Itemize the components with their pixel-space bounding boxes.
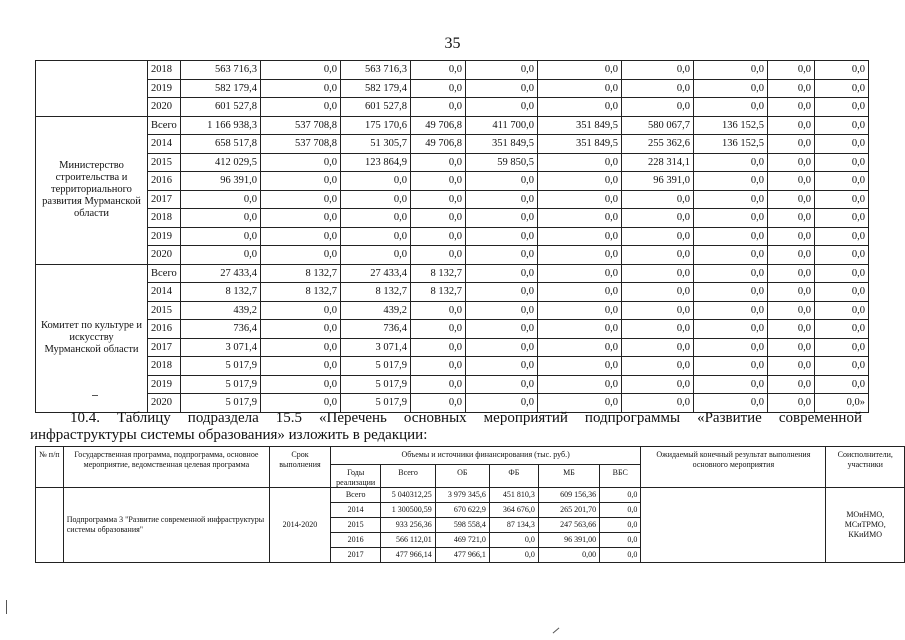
value-cell: 477 966,14 bbox=[381, 548, 435, 563]
value-cell: 0,0 bbox=[411, 301, 466, 320]
year-cell: 2019 bbox=[148, 375, 181, 394]
value-cell: 582 179,4 bbox=[181, 79, 261, 98]
value-cell: 5 017,9 bbox=[341, 357, 411, 376]
value-cell: 0,0 bbox=[622, 190, 694, 209]
value-cell: 175 170,6 bbox=[341, 116, 411, 135]
subprogram-table bbox=[35, 446, 905, 563]
table-row bbox=[36, 79, 869, 98]
scan-mark bbox=[6, 600, 7, 614]
value-cell: 96 391,0 bbox=[622, 172, 694, 191]
value-cell: 51 305,7 bbox=[341, 135, 411, 154]
value-cell: 0,0 bbox=[261, 246, 341, 265]
value-cell: 0,0 bbox=[622, 283, 694, 302]
value-cell: 0,0 bbox=[411, 153, 466, 172]
value-cell: 49 706,8 bbox=[411, 116, 466, 135]
year-cell: 2017 bbox=[148, 338, 181, 357]
value-cell: 601 527,8 bbox=[341, 98, 411, 117]
value-cell: 0,0 bbox=[815, 283, 869, 302]
value-cell: 563 716,3 bbox=[181, 61, 261, 80]
value-cell: 0,0 bbox=[768, 283, 815, 302]
value-cell: 136 152,5 bbox=[694, 116, 768, 135]
value-cell: 658 517,8 bbox=[181, 135, 261, 154]
value-cell: 0,0 bbox=[768, 190, 815, 209]
value-cell: 0,0 bbox=[261, 320, 341, 339]
table-row bbox=[36, 172, 869, 191]
value-cell: 0,0 bbox=[181, 246, 261, 265]
page-number: 35 bbox=[444, 35, 461, 52]
value-cell: 3 979 345,6 bbox=[435, 488, 489, 503]
value-cell: 0,0 bbox=[538, 264, 622, 283]
value-cell: 477 966,1 bbox=[435, 548, 489, 563]
year-cell: 2016 bbox=[330, 533, 381, 548]
value-cell: 0,0 bbox=[694, 375, 768, 394]
value-cell: 0,0 bbox=[815, 375, 869, 394]
value-cell: 566 112,01 bbox=[381, 533, 435, 548]
year-cell: Всего bbox=[148, 264, 181, 283]
term-cell: 2014-2020 bbox=[270, 488, 331, 563]
value-cell: 351 849,5 bbox=[538, 116, 622, 135]
value-cell: 0,0 bbox=[538, 246, 622, 265]
value-cell: 0,0 bbox=[815, 153, 869, 172]
value-cell: 0,0» bbox=[815, 394, 869, 413]
value-cell: 228 314,1 bbox=[622, 153, 694, 172]
value-cell: 0,0 bbox=[411, 375, 466, 394]
value-cell: 0,0 bbox=[768, 153, 815, 172]
value-cell: 582 179,4 bbox=[341, 79, 411, 98]
value-cell: 736,4 bbox=[341, 320, 411, 339]
value-cell: 670 622,9 bbox=[435, 503, 489, 518]
value-cell: 0,0 bbox=[694, 264, 768, 283]
value-cell: 0,0 bbox=[261, 338, 341, 357]
value-cell: 0,0 bbox=[261, 61, 341, 80]
value-cell: 0,0 bbox=[261, 153, 341, 172]
value-cell: 0,0 bbox=[538, 98, 622, 117]
value-cell: 598 558,4 bbox=[435, 518, 489, 533]
value-cell: 0,0 bbox=[694, 338, 768, 357]
value-cell: 0,0 bbox=[768, 375, 815, 394]
value-cell: 0,0 bbox=[622, 375, 694, 394]
value-cell: 0,0 bbox=[622, 320, 694, 339]
table2-header-row-1 bbox=[36, 447, 905, 465]
table-row bbox=[36, 135, 869, 154]
amendment-paragraph bbox=[30, 410, 862, 444]
year-cell: 2017 bbox=[148, 190, 181, 209]
value-cell: 0,0 bbox=[181, 209, 261, 228]
value-cell: 0,0 bbox=[466, 61, 538, 80]
value-cell: 0,0 bbox=[815, 338, 869, 357]
value-cell: 0,0 bbox=[694, 209, 768, 228]
scan-mark bbox=[553, 628, 560, 634]
value-cell: 247 563,66 bbox=[538, 518, 599, 533]
value-cell: 0,0 bbox=[768, 98, 815, 117]
value-cell: 0,0 bbox=[538, 375, 622, 394]
value-cell: 0,0 bbox=[622, 264, 694, 283]
year-cell: 2016 bbox=[148, 320, 181, 339]
value-cell: 0,0 bbox=[411, 227, 466, 246]
value-cell: 0,0 bbox=[815, 301, 869, 320]
value-cell: 0,0 bbox=[341, 190, 411, 209]
paragraph-line-2: инфраструктуры системы образования» изложить в редакции: bbox=[30, 427, 428, 443]
year-cell: 2014 bbox=[148, 135, 181, 154]
value-cell: 601 527,8 bbox=[181, 98, 261, 117]
value-cell: 0,0 bbox=[181, 190, 261, 209]
value-cell: 0,0 bbox=[466, 301, 538, 320]
value-cell: 0,0 bbox=[694, 320, 768, 339]
header-funding: Объемы и источники финансирования (тыс. руб.) bbox=[330, 447, 640, 465]
value-cell: 0,0 bbox=[768, 209, 815, 228]
value-cell: 0,0 bbox=[538, 320, 622, 339]
value-cell: 0,0 bbox=[815, 264, 869, 283]
year-cell: 2015 bbox=[148, 153, 181, 172]
year-cell: 2019 bbox=[148, 227, 181, 246]
value-cell: 0,0 bbox=[181, 227, 261, 246]
value-cell: 0,0 bbox=[538, 338, 622, 357]
value-cell: 0,0 bbox=[622, 209, 694, 228]
year-cell: 2015 bbox=[330, 518, 381, 533]
value-cell: 0,0 bbox=[622, 61, 694, 80]
value-cell: 0,0 bbox=[768, 301, 815, 320]
value-cell: 27 433,4 bbox=[341, 264, 411, 283]
value-cell: 0,0 bbox=[622, 98, 694, 117]
value-cell: 0,0 bbox=[815, 357, 869, 376]
header-num: № п/п bbox=[36, 447, 64, 488]
value-cell: 0,0 bbox=[694, 227, 768, 246]
row-number-cell bbox=[36, 488, 64, 563]
program-name-cell: Подпрограмма 3 "Развитие современной инфраструктуры системы образования" bbox=[63, 488, 269, 563]
value-cell: 537 708,8 bbox=[261, 135, 341, 154]
table-row bbox=[36, 61, 869, 80]
value-cell: 537 708,8 bbox=[261, 116, 341, 135]
value-cell: 0,0 bbox=[815, 116, 869, 135]
year-cell: 2018 bbox=[148, 357, 181, 376]
value-cell: 59 850,5 bbox=[466, 153, 538, 172]
value-cell: 255 362,6 bbox=[622, 135, 694, 154]
table-row bbox=[36, 488, 905, 503]
value-cell: 0,0 bbox=[538, 209, 622, 228]
value-cell: 0,0 bbox=[815, 61, 869, 80]
value-cell: 0,0 bbox=[815, 227, 869, 246]
table-row bbox=[36, 320, 869, 339]
value-cell: 933 256,36 bbox=[381, 518, 435, 533]
value-cell: 5 017,9 bbox=[181, 394, 261, 413]
value-cell: 736,4 bbox=[181, 320, 261, 339]
value-cell: 412 029,5 bbox=[181, 153, 261, 172]
table-row bbox=[36, 153, 869, 172]
executors-cell: МОиНМО, МСиТРМО, ККиИМО bbox=[826, 488, 905, 563]
value-cell: 96 391,00 bbox=[538, 533, 599, 548]
value-cell: 0,0 bbox=[622, 246, 694, 265]
scan-mark bbox=[92, 395, 98, 396]
value-cell: 0,0 bbox=[768, 394, 815, 413]
value-cell: 0,0 bbox=[261, 190, 341, 209]
value-cell: 0,0 bbox=[341, 246, 411, 265]
value-cell: 0,0 bbox=[815, 135, 869, 154]
value-cell: 0,0 bbox=[261, 375, 341, 394]
header-total: Всего bbox=[381, 465, 435, 488]
entity-name-cell: Комитет по культуре и искусству Мурманской области bbox=[36, 264, 148, 412]
value-cell: 0,0 bbox=[489, 548, 538, 563]
value-cell: 351 849,5 bbox=[466, 135, 538, 154]
value-cell: 0,0 bbox=[768, 135, 815, 154]
value-cell: 411 700,0 bbox=[466, 116, 538, 135]
value-cell: 0,0 bbox=[411, 172, 466, 191]
year-cell: Всего bbox=[330, 488, 381, 503]
value-cell: 27 433,4 bbox=[181, 264, 261, 283]
value-cell: 0,0 bbox=[768, 264, 815, 283]
value-cell: 0,0 bbox=[600, 548, 641, 563]
value-cell: 0,0 bbox=[466, 320, 538, 339]
value-cell: 351 849,5 bbox=[538, 135, 622, 154]
value-cell: 87 134,3 bbox=[489, 518, 538, 533]
value-cell: 0,0 bbox=[768, 338, 815, 357]
value-cell: 5 017,9 bbox=[341, 375, 411, 394]
year-cell: 2018 bbox=[148, 209, 181, 228]
header-fb: ФБ bbox=[489, 465, 538, 488]
value-cell: 0,0 bbox=[466, 394, 538, 413]
value-cell: 609 156,36 bbox=[538, 488, 599, 503]
year-cell: 2018 bbox=[148, 61, 181, 80]
value-cell: 49 706,8 bbox=[411, 135, 466, 154]
header-result: Ожидаемый конечный результат выполнения основного мероприятия bbox=[641, 447, 826, 488]
value-cell: 0,0 bbox=[466, 264, 538, 283]
value-cell: 0,0 bbox=[538, 394, 622, 413]
value-cell: 8 132,7 bbox=[181, 283, 261, 302]
value-cell: 0,0 bbox=[600, 533, 641, 548]
value-cell: 0,0 bbox=[411, 190, 466, 209]
entity-cell-empty bbox=[36, 61, 148, 117]
value-cell: 364 676,0 bbox=[489, 503, 538, 518]
value-cell: 0,0 bbox=[768, 61, 815, 80]
value-cell: 0,0 bbox=[261, 172, 341, 191]
value-cell: 0,0 bbox=[694, 61, 768, 80]
year-cell: 2014 bbox=[330, 503, 381, 518]
value-cell: 0,0 bbox=[622, 301, 694, 320]
value-cell: 0,0 bbox=[466, 227, 538, 246]
year-cell: 2020 bbox=[148, 394, 181, 413]
value-cell: 0,0 bbox=[694, 246, 768, 265]
value-cell: 0,0 bbox=[538, 301, 622, 320]
value-cell: 0,0 bbox=[466, 375, 538, 394]
value-cell: 469 721,0 bbox=[435, 533, 489, 548]
header-mb: МБ bbox=[538, 465, 599, 488]
value-cell: 0,0 bbox=[466, 98, 538, 117]
funding-table-continued bbox=[35, 60, 869, 413]
value-cell: 96 391,0 bbox=[181, 172, 261, 191]
value-cell: 0,0 bbox=[466, 190, 538, 209]
value-cell: 0,0 bbox=[815, 172, 869, 191]
value-cell: 439,2 bbox=[341, 301, 411, 320]
table-row bbox=[36, 283, 869, 302]
value-cell: 3 071,4 bbox=[341, 338, 411, 357]
value-cell: 0,0 bbox=[694, 79, 768, 98]
value-cell: 0,0 bbox=[694, 394, 768, 413]
value-cell: 0,0 bbox=[466, 246, 538, 265]
table-row bbox=[36, 190, 869, 209]
table-row bbox=[36, 338, 869, 357]
value-cell: 0,0 bbox=[622, 227, 694, 246]
value-cell: 0,0 bbox=[411, 246, 466, 265]
header-years: Годы реализации bbox=[330, 465, 381, 488]
value-cell: 0,0 bbox=[411, 357, 466, 376]
value-cell: 563 716,3 bbox=[341, 61, 411, 80]
table-row bbox=[36, 246, 869, 265]
value-cell: 8 132,7 bbox=[411, 264, 466, 283]
value-cell: 439,2 bbox=[181, 301, 261, 320]
value-cell: 0,0 bbox=[261, 357, 341, 376]
value-cell: 0,0 bbox=[694, 190, 768, 209]
table-row bbox=[36, 98, 869, 117]
value-cell: 5 017,9 bbox=[341, 394, 411, 413]
value-cell: 0,0 bbox=[600, 503, 641, 518]
value-cell: 0,0 bbox=[815, 320, 869, 339]
value-cell: 580 067,7 bbox=[622, 116, 694, 135]
value-cell: 136 152,5 bbox=[694, 135, 768, 154]
value-cell: 5 017,9 bbox=[181, 375, 261, 394]
value-cell: 0,0 bbox=[694, 153, 768, 172]
value-cell: 265 201,70 bbox=[538, 503, 599, 518]
value-cell: 0,0 bbox=[466, 79, 538, 98]
value-cell: 5 040312,25 bbox=[381, 488, 435, 503]
value-cell: 0,0 bbox=[341, 227, 411, 246]
value-cell: 0,0 bbox=[538, 283, 622, 302]
value-cell: 0,0 bbox=[768, 172, 815, 191]
value-cell: 0,0 bbox=[768, 320, 815, 339]
value-cell: 0,0 bbox=[261, 394, 341, 413]
value-cell: 0,0 bbox=[261, 227, 341, 246]
year-cell: 2017 bbox=[330, 548, 381, 563]
value-cell: 0,0 bbox=[411, 394, 466, 413]
value-cell: 8 132,7 bbox=[261, 283, 341, 302]
value-cell: 0,0 bbox=[768, 246, 815, 265]
year-cell: 2015 bbox=[148, 301, 181, 320]
value-cell: 0,0 bbox=[466, 357, 538, 376]
table-row bbox=[36, 264, 869, 283]
value-cell: 1 166 938,3 bbox=[181, 116, 261, 135]
value-cell: 0,0 bbox=[261, 209, 341, 228]
value-cell: 0,0 bbox=[261, 79, 341, 98]
year-cell: Всего bbox=[148, 116, 181, 135]
value-cell: 0,0 bbox=[600, 518, 641, 533]
value-cell: 0,0 bbox=[538, 79, 622, 98]
value-cell: 0,0 bbox=[489, 533, 538, 548]
table-row bbox=[36, 116, 869, 135]
value-cell: 0,0 bbox=[411, 338, 466, 357]
value-cell: 0,0 bbox=[622, 394, 694, 413]
value-cell: 0,0 bbox=[261, 301, 341, 320]
value-cell: 0,0 bbox=[694, 357, 768, 376]
value-cell: 0,0 bbox=[341, 172, 411, 191]
year-cell: 2014 bbox=[148, 283, 181, 302]
value-cell: 5 017,9 bbox=[181, 357, 261, 376]
value-cell: 0,0 bbox=[261, 98, 341, 117]
paragraph-line-1: 10.4. Таблицу подраздела 15.5 «Перечень основных мероприятий подпрограммы «Развитие современной bbox=[70, 410, 862, 426]
value-cell: 0,0 bbox=[694, 301, 768, 320]
value-cell: 0,0 bbox=[466, 338, 538, 357]
value-cell: 0,0 bbox=[538, 357, 622, 376]
value-cell: 0,0 bbox=[538, 153, 622, 172]
value-cell: 8 132,7 bbox=[411, 283, 466, 302]
value-cell: 0,0 bbox=[466, 209, 538, 228]
value-cell: 0,0 bbox=[411, 98, 466, 117]
value-cell: 1 300500,59 bbox=[381, 503, 435, 518]
value-cell: 0,0 bbox=[768, 116, 815, 135]
value-cell: 0,0 bbox=[411, 320, 466, 339]
value-cell: 0,0 bbox=[694, 172, 768, 191]
value-cell: 0,0 bbox=[538, 61, 622, 80]
value-cell: 0,0 bbox=[466, 283, 538, 302]
value-cell: 451 810,3 bbox=[489, 488, 538, 503]
value-cell: 0,0 bbox=[622, 79, 694, 98]
value-cell: 0,0 bbox=[600, 488, 641, 503]
year-cell: 2019 bbox=[148, 79, 181, 98]
year-cell: 2020 bbox=[148, 98, 181, 117]
value-cell: 0,0 bbox=[815, 98, 869, 117]
result-cell bbox=[641, 488, 826, 563]
value-cell: 8 132,7 bbox=[261, 264, 341, 283]
header-vbs: ВБС bbox=[600, 465, 641, 488]
year-cell: 2020 bbox=[148, 246, 181, 265]
value-cell: 0,0 bbox=[815, 209, 869, 228]
table-row bbox=[36, 357, 869, 376]
header-ob: ОБ bbox=[435, 465, 489, 488]
header-term: Срок выполнения bbox=[270, 447, 331, 488]
year-cell: 2016 bbox=[148, 172, 181, 191]
value-cell: 0,0 bbox=[768, 79, 815, 98]
value-cell: 0,0 bbox=[694, 98, 768, 117]
table-row bbox=[36, 227, 869, 246]
value-cell: 0,0 bbox=[341, 209, 411, 228]
value-cell: 0,0 bbox=[466, 172, 538, 191]
table-row bbox=[36, 375, 869, 394]
value-cell: 123 864,9 bbox=[341, 153, 411, 172]
value-cell: 0,00 bbox=[538, 548, 599, 563]
value-cell: 0,0 bbox=[622, 338, 694, 357]
value-cell: 0,0 bbox=[768, 357, 815, 376]
header-program: Государственная программа, подпрограмма, основное мероприятие, ведомственная целевая программа bbox=[63, 447, 269, 488]
value-cell: 0,0 bbox=[411, 79, 466, 98]
header-executors: Соисполнители, участники bbox=[826, 447, 905, 488]
value-cell: 0,0 bbox=[538, 172, 622, 191]
value-cell: 0,0 bbox=[815, 190, 869, 209]
value-cell: 0,0 bbox=[622, 357, 694, 376]
table-row bbox=[36, 209, 869, 228]
value-cell: 0,0 bbox=[411, 61, 466, 80]
value-cell: 0,0 bbox=[768, 227, 815, 246]
value-cell: 0,0 bbox=[815, 246, 869, 265]
value-cell: 3 071,4 bbox=[181, 338, 261, 357]
table-row bbox=[36, 301, 869, 320]
entity-name-cell: Министерство строительства и территориального развития Мурманской области bbox=[36, 116, 148, 264]
value-cell: 0,0 bbox=[538, 190, 622, 209]
value-cell: 8 132,7 bbox=[341, 283, 411, 302]
value-cell: 0,0 bbox=[411, 209, 466, 228]
value-cell: 0,0 bbox=[815, 79, 869, 98]
value-cell: 0,0 bbox=[694, 283, 768, 302]
value-cell: 0,0 bbox=[538, 227, 622, 246]
